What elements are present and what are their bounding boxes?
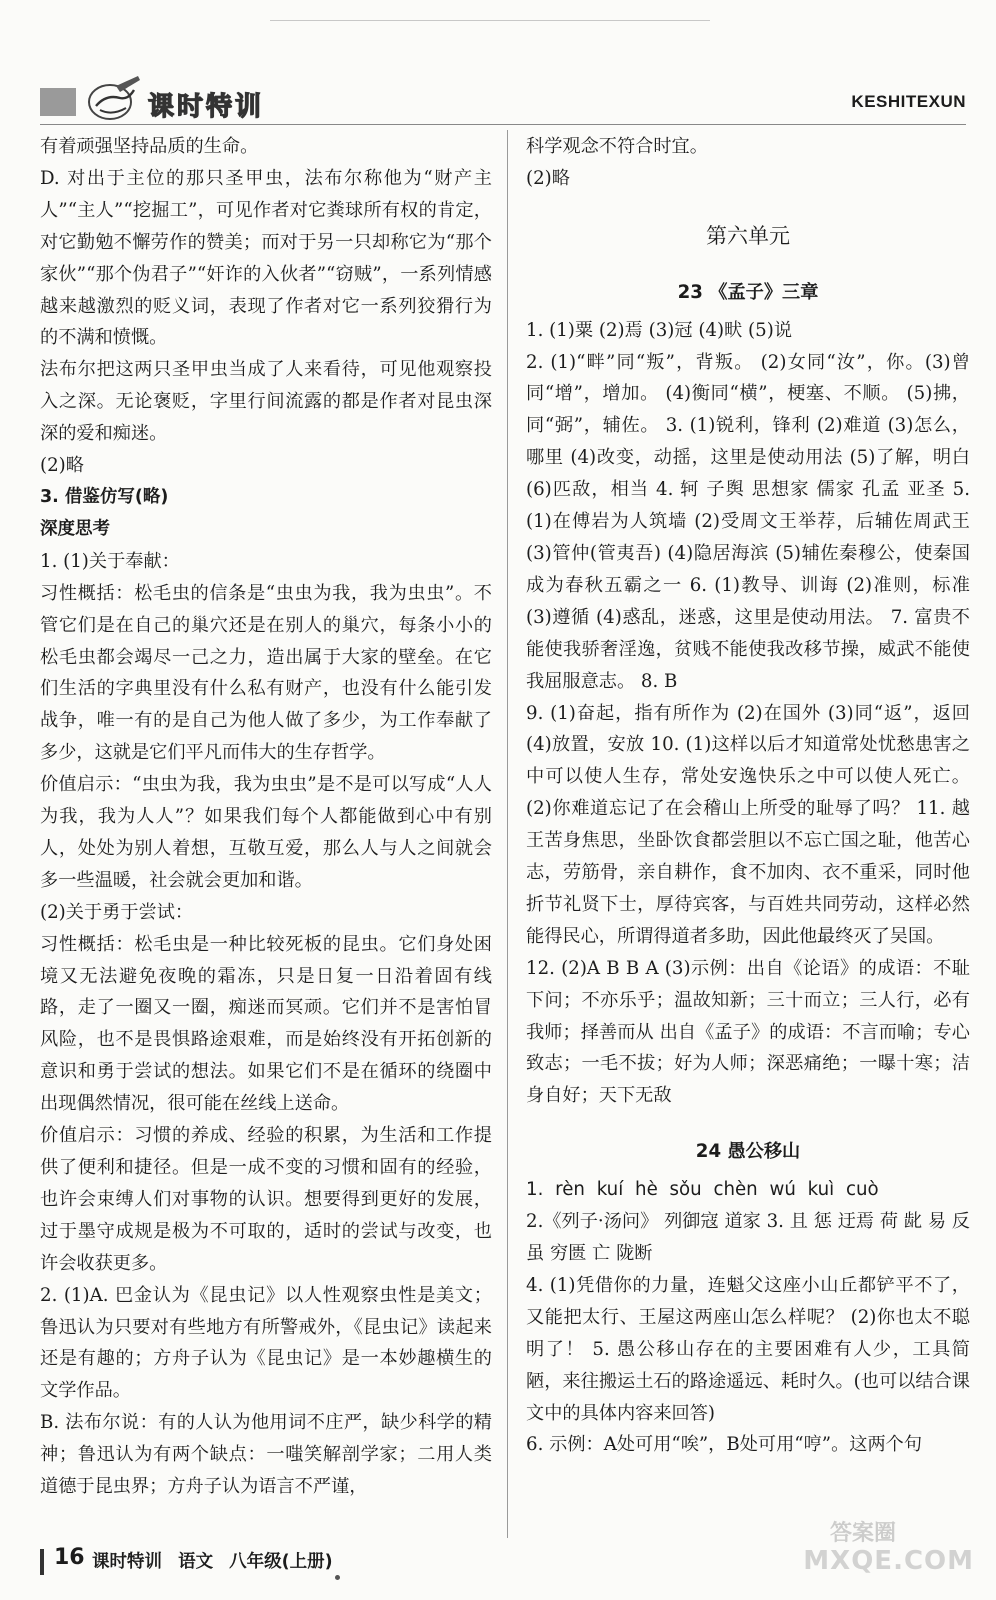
- paragraph: 2. (1)A. 巴金认为《昆虫记》以人性观察虫性是美文；鲁迅认为只要对有些地方有所警戒外，《昆虫记》读起来还是有趣的；方舟子认为《昆虫记》是一本妙趣横生的文学作品。: [40, 1284, 492, 1402]
- paragraph: 科学观念不符合时宜。: [526, 136, 708, 157]
- brand-title: 课时特训: [148, 92, 265, 122]
- paragraph: 4. (1)凭借你的力量，连魁父这座小山丘都铲平不了，又能把太行、王屋这两座山怎么样呢？ (2)你也太不聪明了！ 5. 愚公移山存在的主要困难有人少，工具简陋，来往搬运土石的路途遥远、耗时久。(也可以结合课文中的具体内容来回答): [526, 1274, 970, 1424]
- page-header: [0, 0, 996, 120]
- paragraph: 6. 示例：A处可用“唉”，B处可用“哼”。这两个句: [526, 1434, 923, 1456]
- watermark-url: MXQE.COM: [803, 1546, 974, 1576]
- header-rule: [40, 124, 966, 125]
- footer-dot: [335, 1575, 340, 1580]
- paragraph: B. 法布尔说：有的人认为他用词不庄严，缺少科学的精神；鲁迅认为有两个缺点：一嗤笑解剖学家；二用人类道德于昆虫界；方舟子认为语言不严谨，: [40, 1412, 492, 1498]
- page-number: 16: [54, 1545, 85, 1570]
- left-column: [40, 131, 492, 1503]
- watermark-mark: 答案圈: [829, 1520, 896, 1546]
- section-heading: 深度思考: [40, 518, 110, 539]
- top-rule: [270, 20, 710, 21]
- lesson-title: 24 愚公移山: [695, 1141, 801, 1163]
- lesson-title: 23 《孟子》三章: [677, 281, 819, 303]
- paragraph: 1. (1)关于奉献：: [40, 550, 180, 572]
- paragraph: 2.《列子·汤问》 列御寇 道家 3. 且 惩 迂焉 荷 龀 易 反 虽 穷匮 亡 陇断: [526, 1211, 970, 1264]
- item-heading: 3. 借鉴仿写(略): [40, 486, 169, 507]
- paragraph: (2)关于勇于尝试：: [40, 901, 194, 923]
- hand-pen-logo-icon: [86, 72, 144, 122]
- paragraph: 法布尔把这两只圣甲虫当成了人来看待，可见他观察投入之深。无论褒贬，字里行间流露的都是作者对昆虫深深的爱和痴迷。: [40, 359, 492, 445]
- paragraph: 有着顽强坚持品质的生命。: [40, 136, 259, 157]
- paragraph: 习性概括：松毛虫的信条是“虫虫为我，我为虫虫”。不管它们是在自己的巢穴还是在别人的巢穴，每条小小的松毛虫都会竭尽一己之力，造出属于大家的壁垒。在它们生活的字典里没有什么私有财产，也没有什么能引发战争，唯一有的是自己为他人做了多少，为工作奉献了多少，这就是它们平凡而伟大的生存哲学。: [40, 582, 492, 764]
- paragraph: 2. (1)“畔”同“叛”，背叛。 (2)女同“汝”，你。(3)曾同“增”，增加。 (4)衡同“横”，梗塞、不顺。 (5)拂，同“弼”，辅佐。 3. (1)锐利，锋利 (2)难道 (3)怎么，哪里 (4)改变，动摇，这里是使动用法 (5)了解，明白 (6)匹敌，相当 4. 轲 子舆 思想家 儒家 孔孟 亚圣 5. (1)在傅岩为人筑墙 (2)受周文王举荐，后辅佐周武王 (3)管仲(管夷吾) (4)隐居海滨 (5)辅佐秦穆公，使秦国成为春秋五霸之一 6. (1)教导、训诲 (2)准则，标准 (3)遵循 (4)惑乱，迷惑，这里是使动用法。 7. 富贵不能使我骄奢淫逸，贫贱不能使我改移节操，威武不能使我屈服意志。 8. B: [526, 351, 970, 692]
- paragraph: 价值启示：习惯的养成、经验的积累，为生活和工作提供了便利和捷径。但是一成不变的习惯和固有的经验，也许会束缚人们对事物的认识。想要得到更好的发展，过于墨守成规是极为不可取的，适时的尝试与改变，也许会收获更多。: [40, 1125, 492, 1274]
- pinyin-line: 1. rèn kuí hè sǒu chèn wú kuì cuò: [526, 1179, 879, 1201]
- footer-bar-decoration: [40, 1549, 44, 1575]
- paragraph: D. 对出于主位的那只圣甲虫，法布尔称他为“财产主人”“主人”“挖掘工”，可见作者对它粪球所有权的肯定，对它勤勉不懈劳作的赞美；而对于另一只却称它为“那个家伙”“那个伪君子”“奸诈的入伙者”“窃贼”，一系列情感越来越激烈的贬义词，表现了作者对它一系列狡猾行为的不满和愤慨。: [40, 167, 492, 349]
- header-bar-decoration: [40, 88, 76, 116]
- series-name: KESHITEXUN: [851, 92, 966, 111]
- paragraph: 1. (1)粟 (2)焉 (3)冠 (4)畎 (5)说: [526, 319, 793, 341]
- paragraph: (2)略: [526, 167, 570, 189]
- right-column: [526, 131, 970, 1461]
- paragraph: 价值启示：“虫虫为我，我为虫虫”是不是可以写成“人人为我，我为人人”？如果我们每个人都能做到心中有别人，处处为别人着想，互敬互爱，那么人与人之间就会多一些温暖，社会就会更加和谐。: [40, 774, 492, 891]
- paragraph: 12. (2)A B B A (3)示例：出自《论语》的成语：不耻下问；不亦乐乎；温故知新；三十而立；三人行，必有我师；择善而从 出自《孟子》的成语：不言而喻；专心致志；一毛不拔；好为人师；深恶痛绝；一曝十寒；洁身自好；天下无敌: [526, 957, 970, 1107]
- unit-title: 第六单元: [706, 223, 790, 248]
- paragraph: 9. (1)奋起，指有所作为 (2)在国外 (3)同“返”，返回 (4)放置，安放 10. (1)这样以后才知道常处忧愁患害之中可以使人生存，常处安逸快乐之中可以使人死亡。 (2)你难道忘记了在会稽山上所受的耻辱了吗？ 11. 越王苦身焦思，坐卧饮食都尝胆以不忘亡国之耻，他苦心志，劳筋骨，亲自耕作，食不加肉、衣不重采，同时他折节礼贤下士，厚待宾客，与百姓共同劳动，这样必然能得民心，所谓得道者多助，因此他最终灭了吴国。: [526, 702, 970, 947]
- column-divider: [507, 130, 508, 1538]
- footer-title: 课时特训 语文 八年级(上册): [92, 1552, 333, 1572]
- paragraph: (2)略: [40, 455, 84, 477]
- paragraph: 习性概括：松毛虫是一种比较死板的昆虫。它们身处困境又无法避免夜晚的霜冻，只是日复一日沿着固有线路，走了一圈又一圈，痴迷而冥顽。它们并不是害怕冒风险，也不是畏惧路途艰难，而是始终没有开拓创新的意识和勇于尝试的想法。如果它们不是在循环的绕圈中出现偶然情况，很可能在丝线上送命。: [40, 933, 492, 1115]
- page-footer: [40, 1545, 640, 1585]
- watermark: [804, 1512, 974, 1582]
